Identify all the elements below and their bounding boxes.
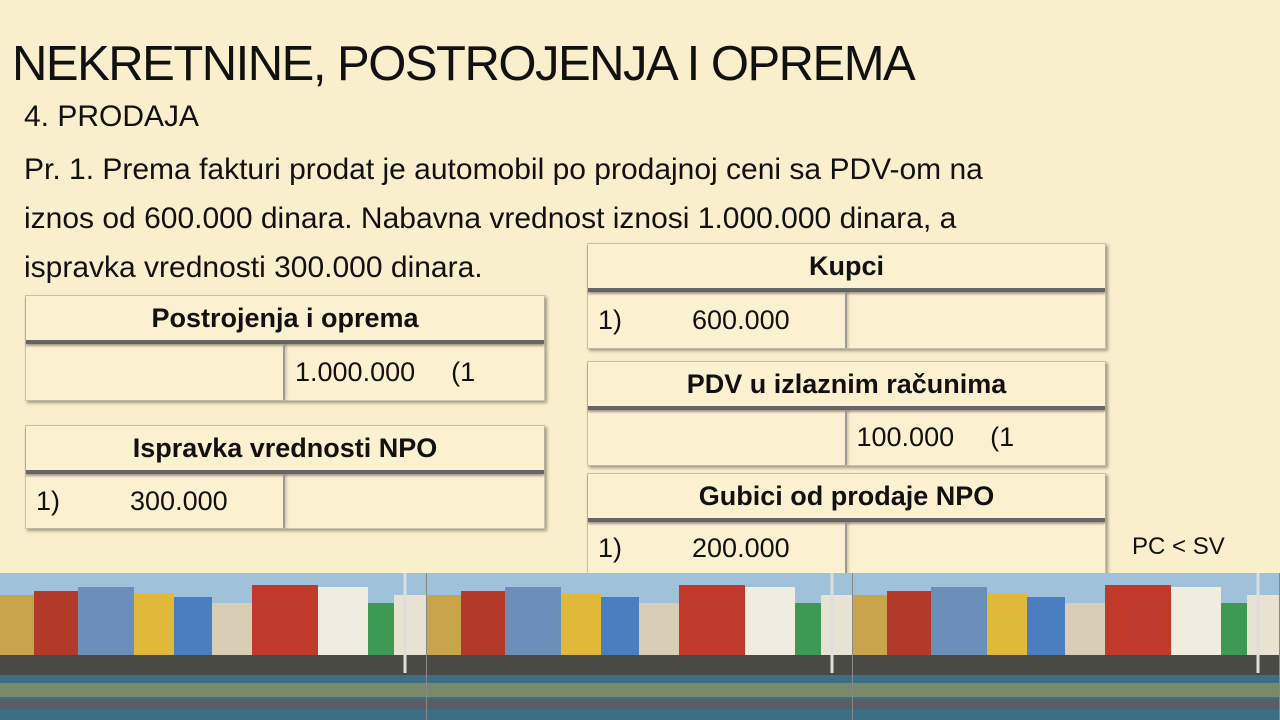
credit-side (847, 292, 1106, 348)
t-account-kupci (587, 243, 1106, 349)
slide-title: NEKRETNINE, POSTROJENJA I OPREMA (12, 37, 915, 91)
t-account-title: Postrojenja i oprema (26, 296, 544, 344)
t-account-ispravka (25, 425, 545, 529)
entry-ref: (1 (451, 356, 476, 387)
harbour-photo (853, 573, 1280, 720)
t-account-gubici (587, 473, 1106, 575)
t-account-title: Gubici od prodaje NPO (588, 474, 1105, 522)
harbour-photo (0, 573, 427, 720)
credit-amount: 100.000 (856, 422, 955, 452)
entry-ref: (1 (990, 422, 1015, 452)
t-account-postrojenja (25, 295, 545, 401)
debit-amount: 300.000 (130, 485, 228, 516)
slide-subtitle: 4. PRODAJA (24, 100, 200, 133)
t-account-pdv (587, 361, 1106, 466)
pc-sv-note: PC < SV (1132, 533, 1225, 560)
problem-line: ispravka vrednosti 300.000 dinara. (24, 251, 483, 284)
debit-side (26, 344, 285, 400)
debit-amount: 600.000 (692, 304, 790, 335)
entry-ref: 1) (36, 485, 61, 516)
problem-line: iznos od 600.000 dinara. Nabavna vrednost iznosi 1.000.000 dinara, a (24, 202, 957, 235)
entry-ref: 1) (598, 532, 623, 563)
credit-side (285, 344, 544, 400)
problem-line: Pr. 1. Prema fakturi prodat je automobil po prodajnoj ceni sa PDV-om na (24, 153, 983, 186)
entry-ref: 1) (598, 304, 623, 335)
credit-side (847, 410, 1106, 465)
debit-side (588, 410, 847, 465)
harbour-photo-strip (0, 573, 1280, 720)
credit-side (847, 522, 1106, 574)
t-account-title: Kupci (588, 244, 1105, 292)
t-account-title: Ispravka vrednosti NPO (26, 426, 544, 474)
debit-side (588, 522, 847, 574)
debit-side (26, 474, 285, 528)
t-account-title: PDV u izlaznim računima (588, 362, 1105, 410)
credit-side (285, 474, 544, 528)
debit-side (588, 292, 847, 348)
credit-amount: 1.000.000 (295, 356, 416, 387)
debit-amount: 200.000 (692, 532, 790, 563)
harbour-photo (427, 573, 854, 720)
